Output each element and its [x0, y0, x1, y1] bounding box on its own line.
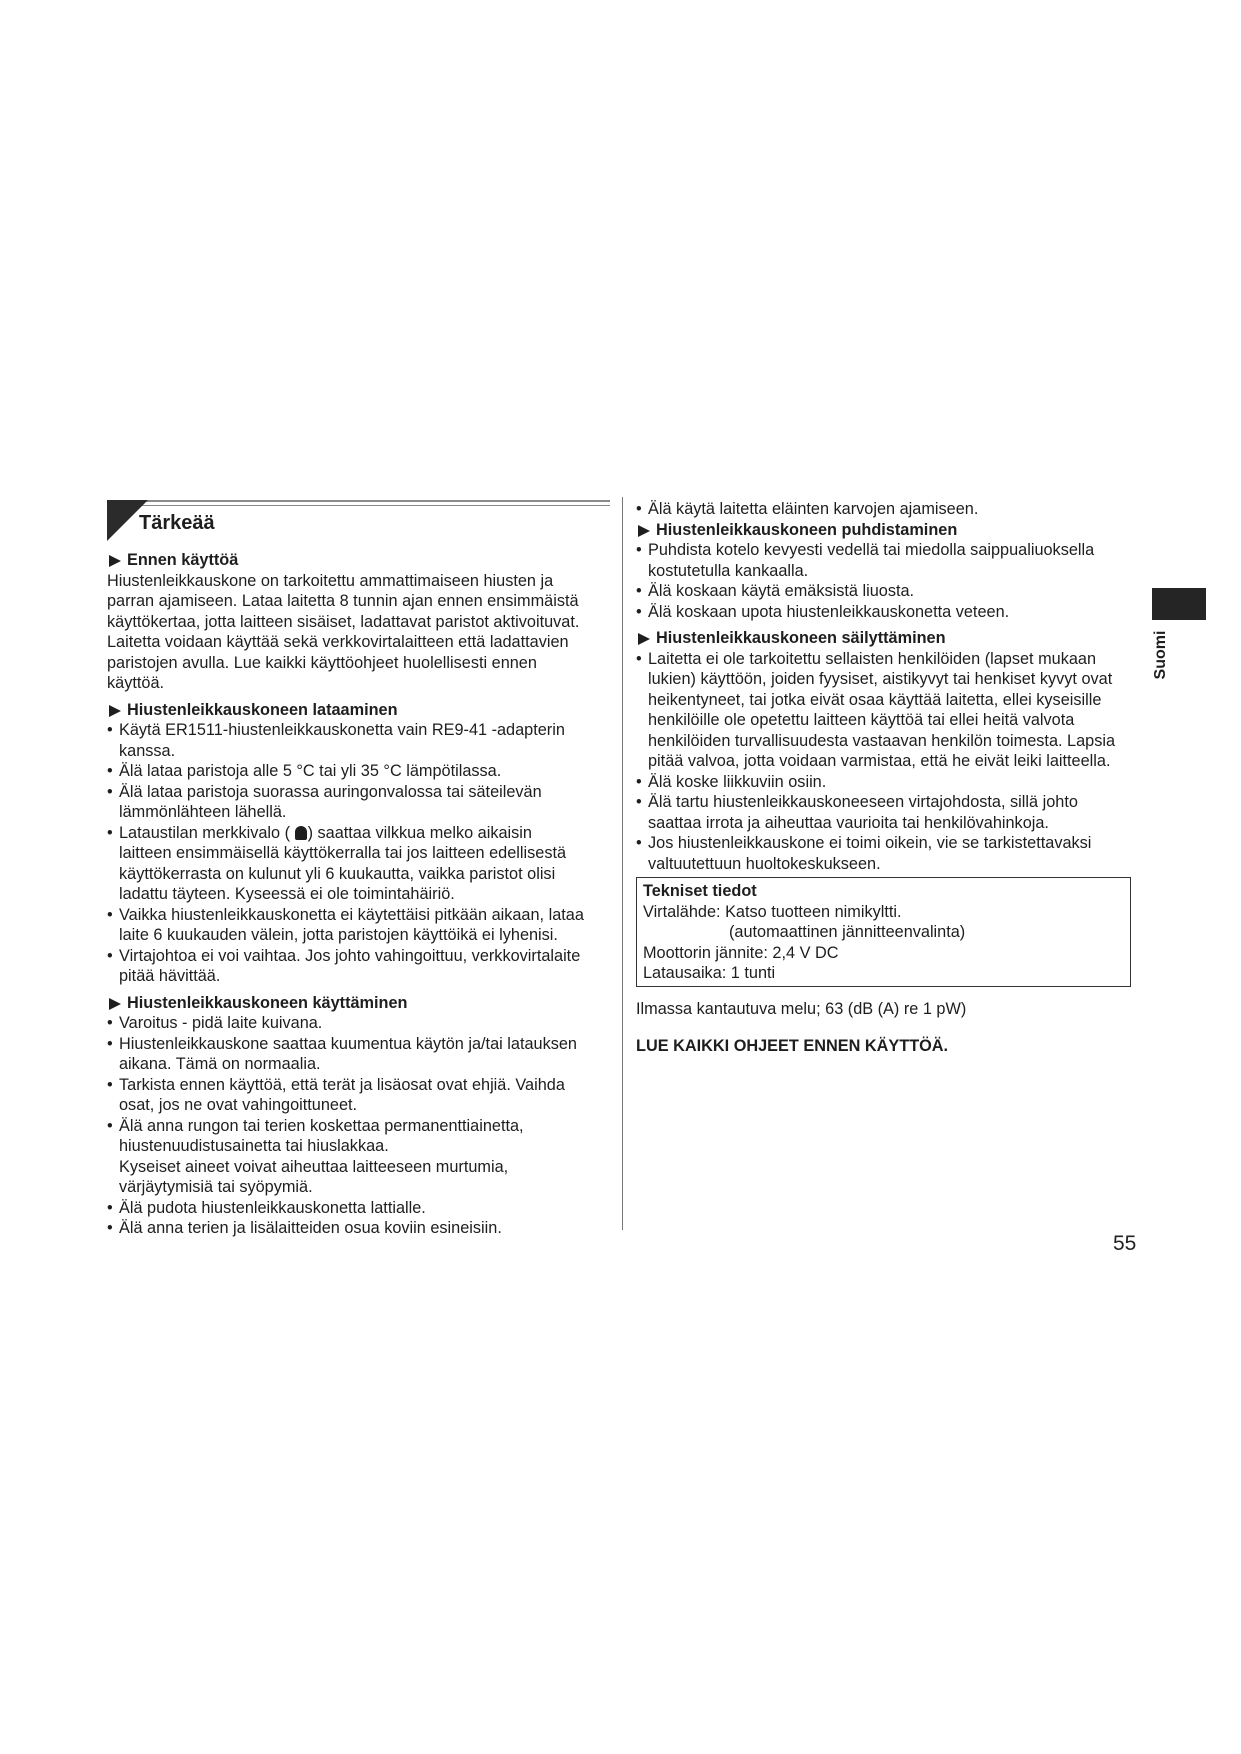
text-line: saattaa irrota ja aiheuttaa vaurioita tai henkilövahinkoja. [648, 813, 1049, 832]
text-line: kanssa. [119, 741, 176, 760]
list-item [107, 905, 610, 946]
list-item [107, 720, 610, 761]
list-item [636, 499, 1141, 520]
banner-rule-bottom [107, 505, 610, 506]
text-line: osat, jos ne ovat vahingoittuneet. [119, 1096, 358, 1114]
text-line: • Älä koske liikkuviin osiin. [648, 772, 827, 791]
text-line [119, 823, 610, 844]
text-line: • Puhdista kotelo kevyesti vedellä tai miedolla saippualiuoksella [648, 541, 1095, 559]
text-line: • Älä koskaan käytä emäksistä liuosta. [648, 582, 915, 600]
banner-rule-top [107, 500, 610, 502]
section-title-using: Hiustenleikkauskoneen käyttäminen [107, 993, 610, 1014]
text-line: • Älä käytä laitetta eläinten karvojen ajamiseen. [648, 500, 979, 518]
section-title-charging: Hiustenleikkauskoneen lataaminen [107, 700, 610, 721]
text-line: värjäytymisiä tai syöpymiä. [119, 1178, 313, 1196]
list-item [107, 761, 610, 782]
text-line: • Älä pudota hiustenleikkauskonetta lattialle. [119, 1198, 426, 1217]
text-line: henkilöille ole opetettu laitteen käyttöä tai ellei heitä valvota [648, 711, 1075, 729]
text-line: parran ajamiseen. Lataa laitetta 8 tunnin ajan ennen ensimmäistä [107, 592, 579, 610]
list-item [107, 823, 610, 905]
charging-lamp-icon [295, 826, 307, 840]
column-divider [622, 497, 623, 1230]
specs-title: Tekniset tiedot [643, 882, 757, 900]
list-item [107, 1116, 610, 1198]
list-item [107, 1218, 610, 1239]
list-item [636, 581, 1141, 602]
using-list [107, 1013, 610, 1239]
technical-specs-box [636, 877, 1131, 987]
text-line: lukien) käyttöön, joiden fyysiset, aistikyvyt tai henkiset kyvyt ovat [648, 670, 1113, 688]
text-line: • Käytä ER1511-hiustenleikkauskonetta vain RE9-41 -adapterin [119, 721, 565, 739]
section-title-before-use: Ennen käyttöä [107, 550, 610, 571]
animal-list [636, 499, 1141, 520]
text-line: • Varoitus - pidä laite kuivana. [119, 1014, 323, 1032]
text-line: • Älä koskaan upota hiustenleikkauskonetta veteen. [648, 602, 1010, 621]
text-line: pitää hävittää. [119, 967, 221, 985]
specs-motor: Moottorin jännite: 2,4 V DC [643, 943, 839, 962]
noise-statement: Ilmassa kantautuva melu; 63 (dB (A) re 1 pW) [636, 999, 967, 1018]
text-line: kostutetulla kankaalla. [648, 561, 809, 580]
text-line: ladattu täyteen. Kyseessä ei ole toimintahäiriö. [119, 885, 455, 903]
language-label [1151, 628, 1171, 682]
text-line: Laitetta voidaan käyttää sekä verkkovirtalaitteen että ladattavien [107, 633, 569, 651]
list-item [636, 540, 1141, 581]
intro-paragraph [107, 571, 610, 694]
text-line: paristojen avulla. Lue kaikki käyttöohjeet huolellisesti ennen [107, 653, 537, 672]
list-item [636, 602, 1141, 623]
text-line: heikentyneet, tai jotka eivät osaa käyttää laitetta, ellei kyseisille [648, 690, 1102, 709]
language-label-text: Suomi [1152, 630, 1169, 680]
list-item [107, 946, 610, 987]
text-line: laitteen ensimmäisellä käyttökerralla tai jos laitteen edellisestä [119, 844, 567, 862]
text-line: • Älä anna terien ja lisälaitteiden osua koviin esineisiin. [119, 1219, 502, 1237]
storage-list [636, 649, 1141, 875]
list-item [107, 1034, 610, 1075]
list-item [636, 833, 1141, 874]
text-line: Kyseiset aineet voivat aiheuttaa laitteeseen murtumia, [119, 1157, 509, 1176]
text-line: • Älä anna rungon tai terien koskettaa permanenttiainetta, [119, 1116, 524, 1135]
text-line: aikana. Tämä on normaalia. [119, 1055, 321, 1073]
page-number: 55 [1113, 1232, 1137, 1255]
text-line: lämmönlähteen lähellä. [119, 803, 287, 821]
list-item [636, 792, 1141, 833]
list-item [107, 1013, 610, 1034]
banner-title: Tärkeää [139, 512, 215, 534]
text-line: • Laitetta ei ole tarkoitettu sellaisten henkilöiden (lapset mukaan [648, 649, 1097, 668]
text-fragment: Lataustilan merkkivalo ( [119, 823, 291, 842]
text-line: • Hiustenleikkauskone saattaa kuumentua käytön ja/tai latauksen [119, 1034, 577, 1053]
cleaning-list [636, 540, 1141, 622]
text-line: käyttöä. [107, 674, 165, 692]
text-line: • Älä lataa paristoja alle 5 °C tai yli 35 °C lämpötilassa. [119, 762, 502, 780]
text-line: hiustenuudistusainetta tai hiuslakkaa. [119, 1137, 389, 1155]
language-tab-marker [1152, 588, 1206, 620]
text-line: Hiustenleikkauskone on tarkoitettu ammattimaiseen hiusten ja [107, 571, 554, 590]
specs-charge: Latausaika: 1 tunti [643, 964, 776, 982]
text-line: • Jos hiustenleikkauskone ei toimi oikein, vie se tarkistettavaksi [648, 834, 1092, 852]
text-line: käyttökertaa, jotta laitteen sisäiset, ladattavat paristot aktivoituvat. [107, 612, 580, 631]
text-fragment: ) saattaa vilkkua melko aikaisin [307, 823, 532, 842]
charging-list [107, 720, 610, 987]
list-item [636, 649, 1141, 772]
text-line: • Älä tartu hiustenleikkauskoneeseen virtajohdosta, sillä johto [648, 793, 1078, 811]
read-all-instructions: LUE KAIKKI OHJEET ENNEN KÄYTTÖÄ. [636, 1037, 949, 1055]
list-item [107, 1075, 610, 1116]
text-line: käyttökerrasta on kulunut yli 6 kuukautta, vaikka paristot olisi [119, 864, 556, 883]
section-banner [107, 500, 610, 541]
text-line: • Virtajohtoa ei voi vaihtaa. Jos johto vahingoittuu, verkkovirtalaite [119, 946, 581, 965]
right-column [636, 499, 1141, 1057]
specs-power: Virtalähde: Katso tuotteen nimikyltti. [643, 902, 902, 921]
section-title-cleaning: Hiustenleikkauskoneen puhdistaminen [636, 520, 1141, 541]
list-item [107, 782, 610, 823]
list-item [107, 1198, 610, 1219]
text-line: • Vaikka hiustenleikkauskonetta ei käytettäisi pitkään aikaan, lataa [119, 905, 584, 924]
list-item [636, 772, 1141, 793]
section-title-storage: Hiustenleikkauskoneen säilyttäminen [636, 628, 1141, 649]
text-line: • Älä lataa paristoja suorassa auringonvalossa tai säteilevän [119, 782, 542, 801]
left-column [107, 550, 610, 1239]
text-line: valtuutettuun huoltokeskukseen. [648, 854, 881, 873]
text-line: laite 6 kuukauden välein, jotta paristojen käyttöikä ei lyhenisi. [119, 926, 558, 944]
text-line: henkilöiden turvallisuudesta vastaavan henkilön toimesta. Lapsia [648, 731, 1116, 750]
text-line: pitää valvoa, jotta voidaan varmistaa, että he eivät leiki laitteella. [648, 752, 1111, 770]
text-line: • Tarkista ennen käyttöä, että terät ja lisäosat ovat ehjiä. Vaihda [119, 1075, 565, 1094]
specs-power-note: (automaattinen jännitteenvalinta) [729, 923, 966, 941]
